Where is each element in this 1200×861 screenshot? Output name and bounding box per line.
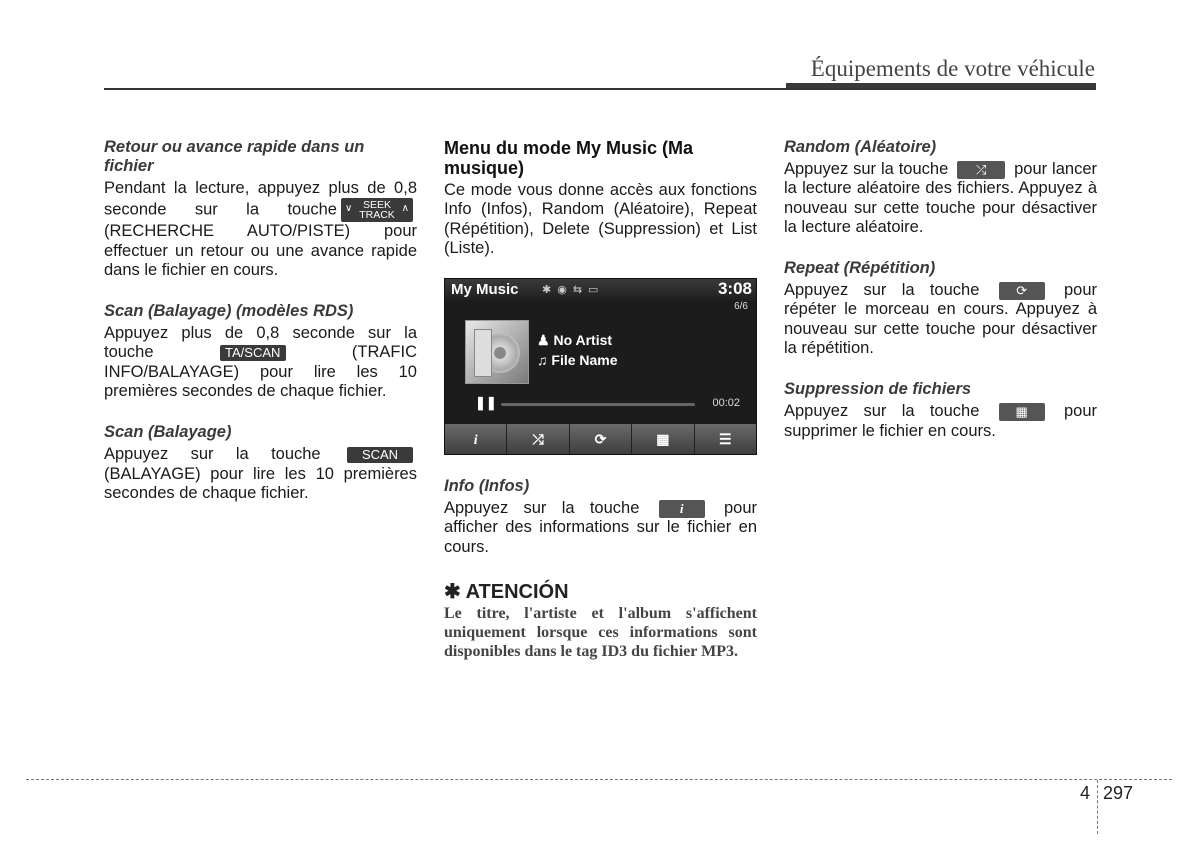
seek-text-b: (RECHERCHE AUTO/PISTE) pour effectuer un retour ou une avance rapide dans le fichier en cours.: [104, 222, 417, 279]
elapsed-time: 00:02: [712, 397, 740, 410]
header-rule: [104, 88, 1096, 90]
ta-scan-key: TA/SCAN: [220, 345, 286, 361]
repeat-text-b: pour répéter le morceau en cours. Appuyez à nouveau sur cette touche pour désactiver la répétition.: [784, 281, 1097, 358]
footer-rule: [26, 779, 1172, 780]
page-header-title: Équipements de votre véhicule: [810, 56, 1095, 81]
random-button[interactable]: [507, 424, 569, 454]
scan-rds-text-b: (TRAFIC INFO/BALAYAGE) pour lire les 10 premières secondes de chaque fichier.: [104, 343, 417, 401]
file-name: File Name: [551, 352, 618, 369]
footer-section-number: 4: [1080, 783, 1091, 803]
random-text-b: pour lancer la lecture aléatoire des fichiers. Appuyez à nouveau sur cette touche pour désactiver la lecture aléatoire.: [784, 160, 1097, 236]
seek-track-key: [341, 198, 413, 222]
bluetooth-icon: ✱: [542, 284, 558, 297]
chevron-up-icon: ∧: [401, 203, 409, 215]
seek-key-bottom: TRACK: [359, 209, 395, 222]
repeat-button[interactable]: [570, 424, 632, 454]
battery-icon: ▭: [588, 284, 605, 297]
artist-name: No Artist: [553, 332, 613, 349]
scan-text-b: (BALAYAGE) pour lire les 10 premières secondes de chaque fichier.: [104, 464, 417, 502]
repeat-text-a: Appuyez sur la touche: [784, 281, 980, 300]
disc-icon: ◉: [557, 284, 573, 297]
person-icon: ♟: [537, 332, 550, 349]
attention-title-text: ATENCIÓN: [465, 581, 569, 604]
repeat-icon: ⟳: [1016, 282, 1028, 298]
pause-icon[interactable]: ❚❚: [475, 395, 497, 411]
section-text-scan: [104, 445, 417, 503]
seek-key-top: SEEK: [362, 199, 391, 212]
column-right: [784, 138, 1097, 441]
repeat-section-text: [784, 281, 1097, 358]
status-icons: [542, 283, 604, 296]
asterisk-icon: ✱: [444, 581, 461, 604]
info-key: [659, 500, 705, 518]
album-art: [465, 320, 529, 384]
chevron-down-icon: ∨: [345, 203, 353, 215]
trash-icon: ▦: [656, 431, 670, 448]
repeat-icon: ⟳: [594, 431, 607, 448]
attention-body: Le titre, l'artiste et l'album s'affichent uniquement lorsque ces informations sont disponibles dans le tag ID3 du fichier MP3.: [444, 605, 757, 661]
my-music-menu-title: Menu du mode My Music (Ma musique): [444, 138, 694, 178]
info-icon: i: [473, 433, 478, 449]
attention-title: [444, 579, 757, 604]
music-note-icon: ♫: [537, 352, 548, 369]
shuffle-icon: ⤮: [975, 161, 987, 177]
artist-row: [537, 332, 612, 349]
delete-text-a: Appuyez sur la touche: [784, 402, 980, 421]
info-button[interactable]: [445, 424, 507, 454]
info-section-text: [444, 499, 757, 557]
delete-text-b: pour supprimer le fichier en cours.: [784, 402, 1097, 440]
footer-page-number: 297: [1103, 783, 1134, 803]
delete-section-title: Suppression de fichiers: [784, 380, 972, 399]
section-title-scan: Scan (Balayage): [104, 423, 232, 442]
info-section-title: Info (Infos): [444, 477, 530, 496]
section-title-seek: Retour ou avance rapide dans un fichier: [104, 138, 365, 175]
file-row: [537, 352, 618, 368]
screen-clock: 3:08: [717, 279, 752, 299]
info-icon: i: [679, 500, 684, 516]
repeat-key: [999, 282, 1045, 300]
shuffle-icon: ⤮: [532, 431, 544, 448]
progress-bar[interactable]: [501, 403, 695, 406]
usb-icon: ⇆: [572, 284, 589, 297]
screen-title: My Music: [451, 281, 519, 299]
list-button[interactable]: [695, 424, 756, 454]
random-text-a: Appuyez sur la touche: [784, 160, 949, 178]
seek-text-a: Pendant la lecture, appuyez plus de 0,8 seconde sur la touche: [104, 179, 417, 219]
scan-key: SCAN: [347, 447, 413, 463]
scan-rds-text-a: Appuyez plus de 0,8 seconde sur la touche: [104, 324, 417, 362]
my-music-intro: Ce mode vous donne accès aux fonctions Info (Infos), Random (Aléatoire), Repeat (Répétition), Delete (Suppression) et List (Liste).: [444, 181, 757, 257]
screen-button-row: [445, 424, 756, 454]
info-text-a: Appuyez sur la touche: [444, 499, 640, 518]
track-count: 6/6: [734, 301, 748, 313]
repeat-section-title: Repeat (Répétition): [784, 259, 936, 278]
random-key: [957, 161, 1005, 179]
random-section-title: Random (Aléatoire): [784, 138, 937, 156]
delete-key: [999, 403, 1045, 421]
my-music-screen: [444, 278, 757, 455]
cd-case-icon: [474, 329, 492, 377]
column-left: [104, 138, 417, 503]
section-text-seek: [104, 179, 417, 280]
delete-section-text: [784, 402, 1097, 441]
footer-divider: [1097, 780, 1098, 834]
section-text-scan-rds: [104, 324, 417, 401]
delete-button[interactable]: [632, 424, 694, 454]
info-text-b: pour afficher des informations sur le fichier en cours.: [444, 499, 757, 556]
trash-icon: ▦: [1015, 404, 1028, 420]
list-icon: ☰: [719, 431, 732, 448]
scan-text-a: Appuyez sur la touche: [104, 445, 321, 464]
random-section-text: [784, 160, 1097, 237]
column-middle: [444, 138, 757, 661]
section-title-scan-rds: Scan (Balayage) (modèles RDS): [104, 302, 354, 321]
